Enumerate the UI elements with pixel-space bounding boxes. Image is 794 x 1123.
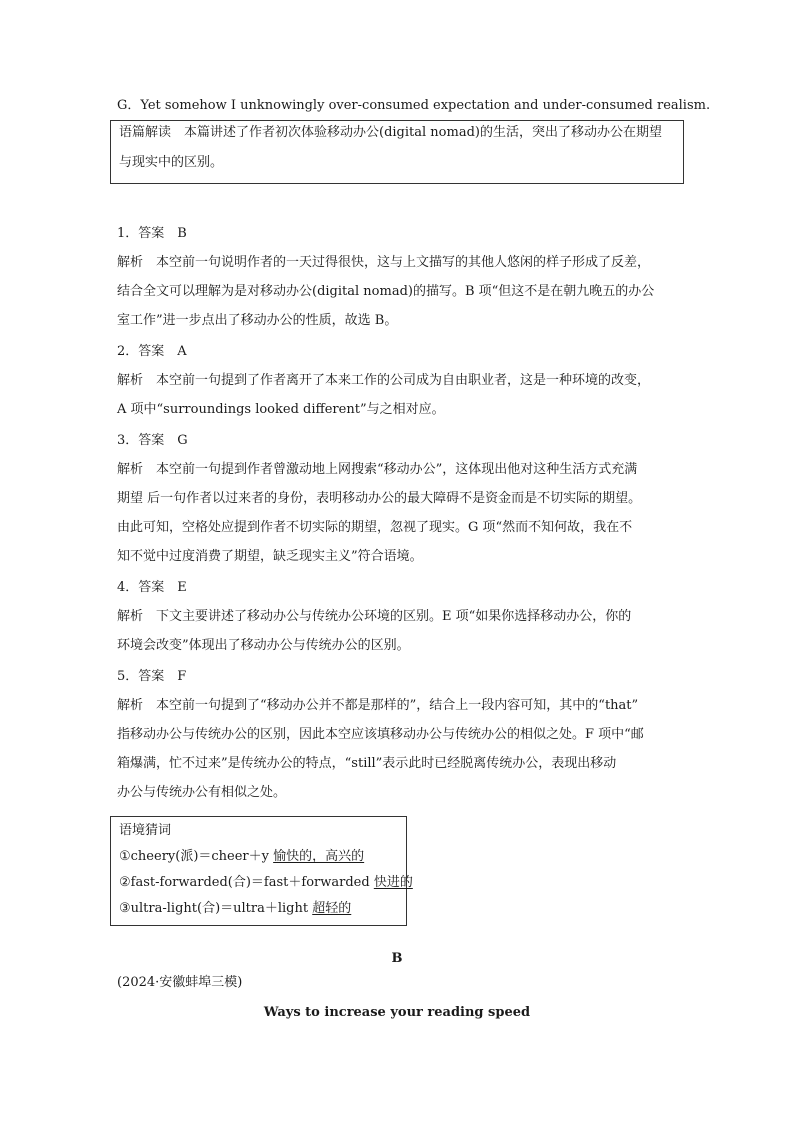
vocab-formula: ①cheery(派)＝cheer＋y xyxy=(119,849,274,864)
summary-line-2: 与现实中的区别。 xyxy=(119,155,224,170)
vocab-meaning: 愉快的，高兴的 xyxy=(273,849,365,864)
vocab-formula: ②fast-forwarded(合)＝fast＋forwarded xyxy=(119,875,374,890)
answer-5-line-1: 解析 本空前一句提到了“移动办公并不都是那样的”，结合上一段内容可知，其中的“that” xyxy=(117,698,639,713)
answer-1-line-2: 结合全文可以理解为是对移动办公(digital nomad)的描写。B 项“但这不是在朝九晚五的办公 xyxy=(117,284,655,299)
answer-2-line-2: A 项中“surroundings looked different”与之相对应。 xyxy=(117,402,445,417)
answer-5-line-3: 箱爆满，忙不过来”是传统办公的特点，“still”表示此时已经脱离传统办公，表现出移动 xyxy=(117,756,617,771)
vocab-item-2 xyxy=(119,873,413,893)
answer-5-line-2: 指移动办公与传统办公的区别，因此本空应该填移动办公与传统办公的相似之处。F 项中“邮 xyxy=(117,727,644,742)
vocab-title: 语境猜词 xyxy=(119,823,172,838)
answer-3-line-3: 由此可知，空格处应提到作者不切实际的期望，忽视了现实。G 项“然而不知何故，我在不 xyxy=(117,520,633,535)
answer-5-line-4: 办公与传统办公有相似之处。 xyxy=(117,785,287,800)
answer-1-line-1: 解析 本空前一句说明作者的一天过得很快，这与上文描写的其他人悠闲的样子形成了反差， xyxy=(117,255,651,270)
source-citation: (2024·安徽蚌埠三模) xyxy=(117,975,243,990)
answer-3-line-2: 期望 后一句作者以过来者的身份，表明移动办公的最大障碍不是资金而是不切实际的期望。 xyxy=(117,491,642,506)
vocab-item-3 xyxy=(119,899,351,919)
summary-box xyxy=(110,120,684,184)
vocab-meaning: 超轻的 xyxy=(312,901,352,916)
vocab-item-1 xyxy=(119,847,364,867)
answer-3-line-4: 知不觉中过度消费了期望，缺乏现实主义”符合语境。 xyxy=(117,549,423,564)
answer-4-line-2: 环境会改变”体现出了移动办公与传统办公的区别。 xyxy=(117,638,410,653)
vocab-formula: ③ultra-light(合)＝ultra＋light xyxy=(119,901,313,916)
section-label: B xyxy=(391,951,403,966)
answer-1-line-3: 室工作”进一步点出了移动办公的性质，故选 B。 xyxy=(117,313,398,328)
answer-4-line-1: 解析 下文主要讲述了移动办公与传统办公环境的区别。E 项“如果你选择移动办公，你的 xyxy=(117,609,632,624)
answer-3-line-1: 解析 本空前一句提到作者曾激动地上网搜索“移动办公”，这体现出他对这种生活方式充满 xyxy=(117,462,638,477)
answer-1-header: 1．答案 B xyxy=(117,226,187,241)
option-g: G．Yet somehow I unknowingly over-consumed expectation and under-consumed realism. xyxy=(117,98,711,113)
answer-3-header: 3．答案 G xyxy=(117,433,188,448)
answer-5-header: 5．答案 F xyxy=(117,669,187,684)
answer-2-line-1: 解析 本空前一句提到了作者离开了本来工作的公司成为自由职业者，这是一种环境的改变， xyxy=(117,373,651,388)
vocab-box xyxy=(110,816,413,926)
summary-line-1: 语篇解读 本篇讲述了作者初次体验移动办公(digital nomad)的生活，突出了移动办公在期望 xyxy=(119,125,662,140)
answer-4-header: 4．答案 E xyxy=(117,580,187,595)
passage-title: Ways to increase your reading speed xyxy=(263,1005,531,1020)
vocab-meaning: 快进的 xyxy=(373,875,413,890)
answer-2-header: 2．答案 A xyxy=(117,344,187,359)
